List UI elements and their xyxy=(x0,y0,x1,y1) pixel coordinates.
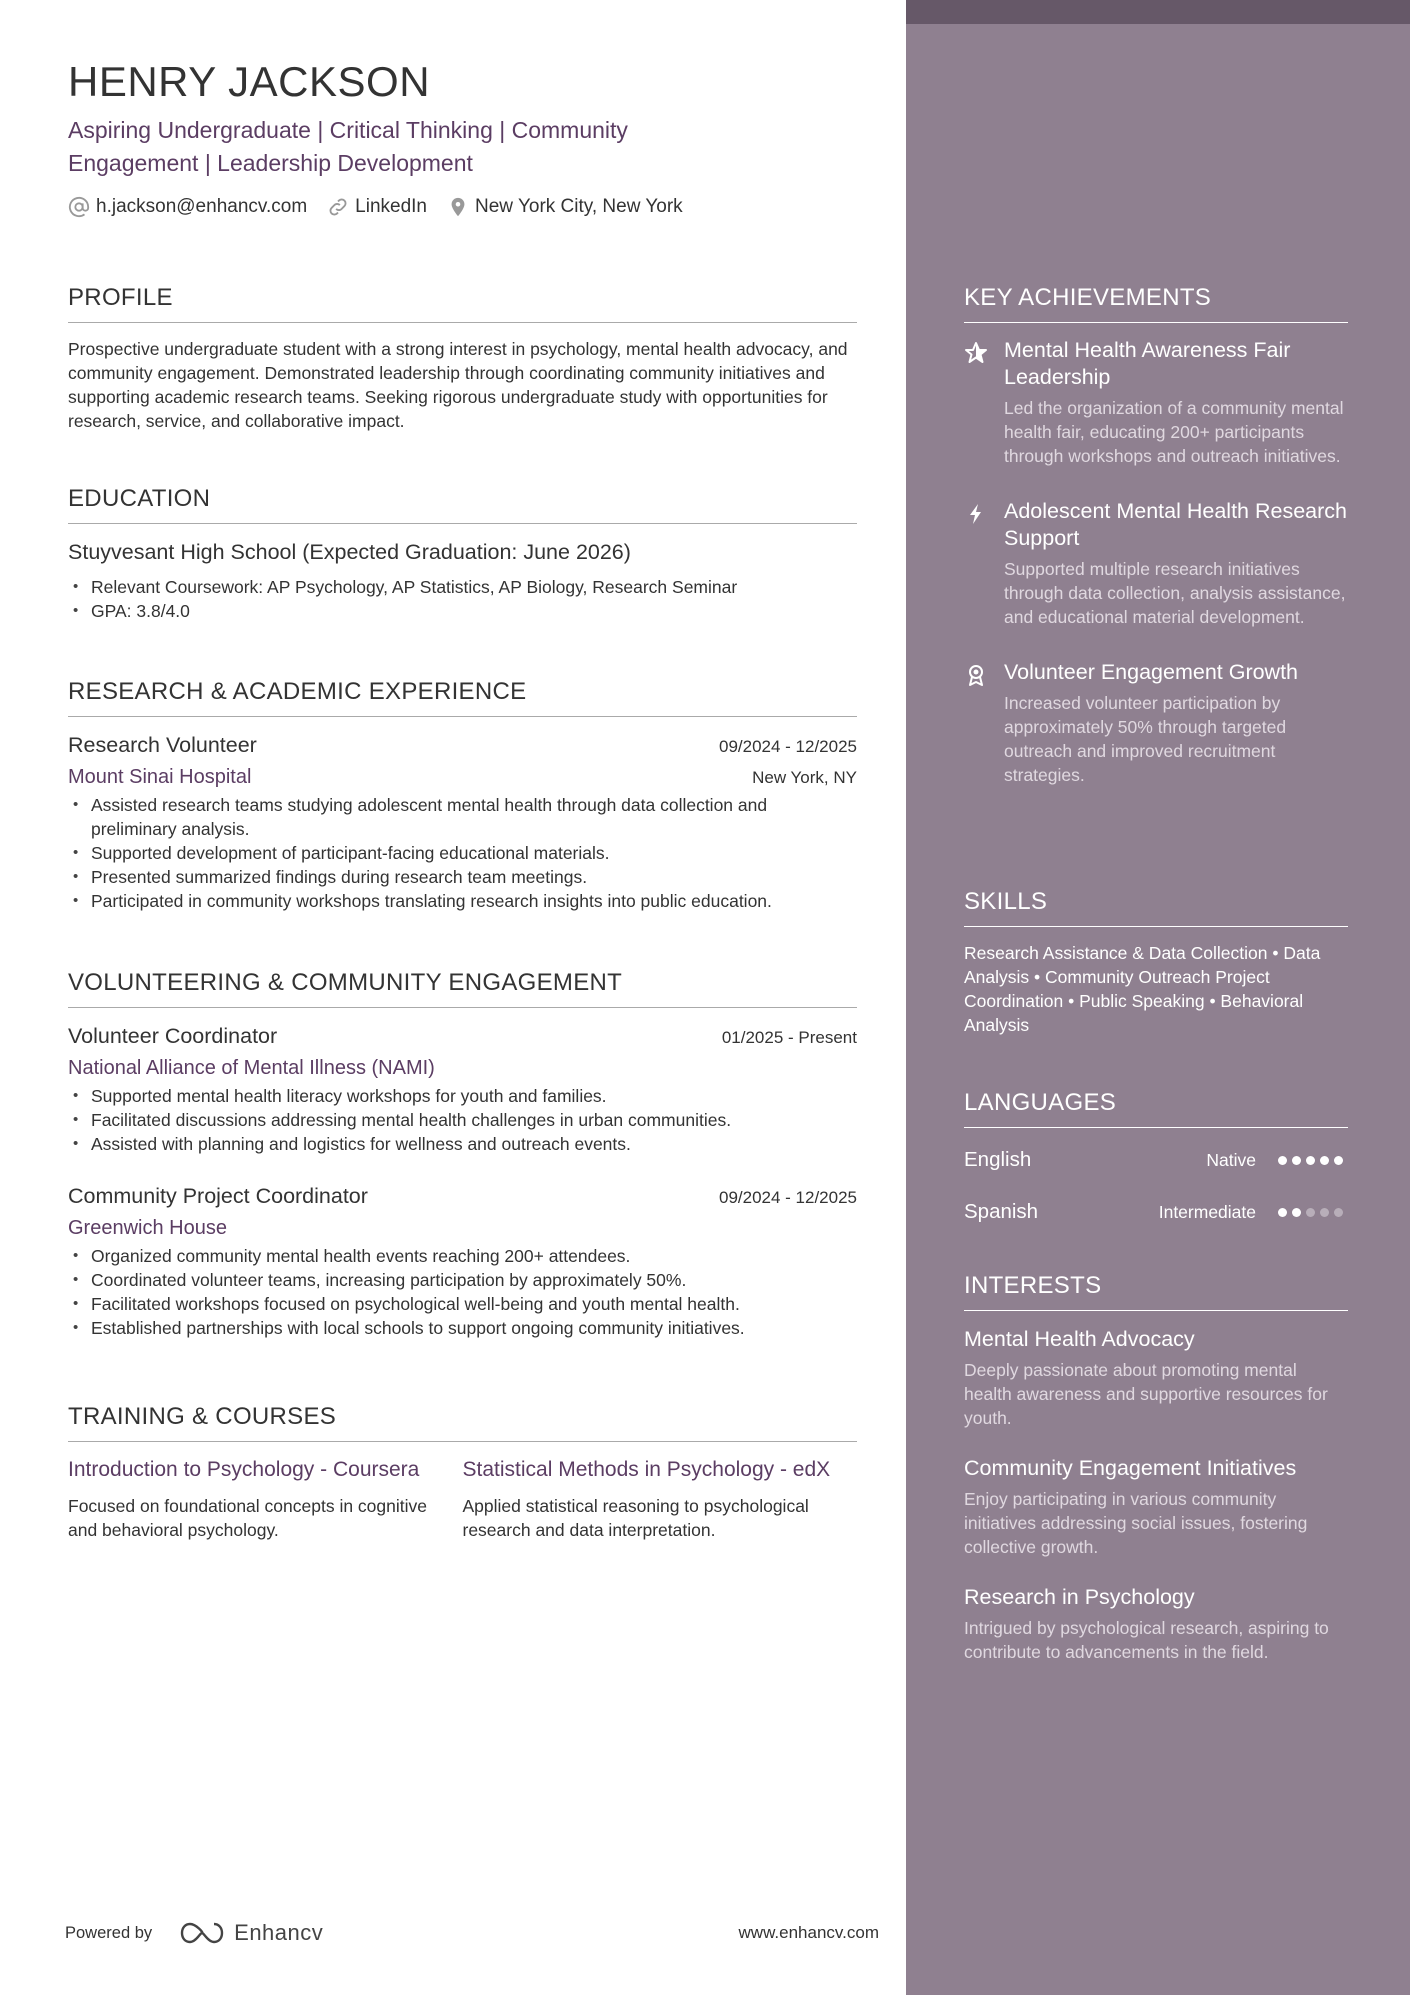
section-title: KEY ACHIEVEMENTS xyxy=(964,284,1348,323)
job-header xyxy=(68,1024,857,1049)
section-title: PROFILE xyxy=(68,284,857,323)
language-level: Intermediate xyxy=(1158,1201,1256,1222)
skills-section xyxy=(964,888,1348,1037)
list-item: • Organized community mental health events reaching 200+ attendees. xyxy=(68,1244,857,1268)
location-text: New York City, New York xyxy=(475,196,683,217)
rating-dot-filled xyxy=(1334,1156,1343,1165)
rating-dot-filled xyxy=(1292,1156,1301,1165)
link-icon xyxy=(327,196,349,218)
job-bullets xyxy=(68,1244,857,1340)
job-header xyxy=(68,1184,857,1209)
language-name: English xyxy=(964,1148,1032,1171)
language-row xyxy=(964,1186,1348,1238)
achievement-item xyxy=(964,498,1348,629)
course-desc: Applied statistical reasoning to psychological research and data interpretation. xyxy=(462,1496,809,1540)
language-row xyxy=(964,1134,1348,1186)
achievement-desc: Supported multiple research initiatives through data collection, analysis assistance, and educational material development. xyxy=(1004,559,1346,627)
list-item: • GPA: 3.8/4.0 xyxy=(68,599,857,623)
interest-desc: Deeply passionate about promoting mental health awareness and supportive resources for youth. xyxy=(964,1360,1328,1428)
job-role: Community Project Coordinator xyxy=(68,1184,368,1208)
list-item: • Assisted research teams studying adolescent mental health through data collection and preliminary analysis. xyxy=(68,793,857,841)
candidate-tagline: Aspiring Undergraduate | Critical Thinking | Community Engagement | Leadership Development xyxy=(68,117,628,176)
list-item: • Facilitated workshops focused on psychological well-being and youth mental health. xyxy=(68,1292,857,1316)
rating-dot-filled xyxy=(1320,1156,1329,1165)
profile-section xyxy=(68,284,857,433)
course-item xyxy=(463,1456,858,1542)
infinity-logo-icon xyxy=(178,1920,226,1946)
section-title: TRAINING & COURSES xyxy=(68,1403,857,1442)
achievement-title: Mental Health Awareness Fair Leadership xyxy=(1004,338,1291,389)
job-bullets xyxy=(68,1084,857,1156)
language-name: Spanish xyxy=(964,1200,1039,1223)
footer xyxy=(65,1920,879,1946)
course-title: Statistical Methods in Psychology - edX xyxy=(462,1458,831,1481)
research-section xyxy=(68,678,857,913)
achievement-title: Volunteer Engagement Growth xyxy=(1004,660,1299,684)
training-section xyxy=(68,1403,857,1542)
course-title: Introduction to Psychology - Coursera xyxy=(68,1458,420,1481)
languages-section xyxy=(964,1089,1348,1238)
education-bullets xyxy=(68,575,857,623)
footer-url[interactable]: www.enhancv.com xyxy=(738,1923,879,1942)
interest-title: Community Engagement Initiatives xyxy=(964,1456,1297,1480)
job-org: Greenwich House xyxy=(68,1217,227,1239)
list-item: • Assisted with planning and logistics for wellness and outreach events. xyxy=(68,1132,857,1156)
achievement-desc: Increased volunteer participation by approximately 50% through targeted outreach and improved recruitment strategies. xyxy=(1004,693,1287,785)
language-rating xyxy=(1278,1156,1348,1165)
sidebar-top-band xyxy=(906,0,1410,24)
skills-list: Research Assistance & Data Collection • Data Analysis • Community Outreach Project Coordination • Public Speaking • Behavioral Analysis xyxy=(964,943,1321,1035)
rating-dot-filled xyxy=(1278,1208,1287,1217)
list-item: • Facilitated discussions addressing mental health challenges in urban communities. xyxy=(68,1108,857,1132)
courses-grid xyxy=(68,1456,857,1542)
interest-title: Research in Psychology xyxy=(964,1585,1195,1609)
achievement-title: Adolescent Mental Health Research Support xyxy=(1004,499,1347,550)
rating-dot-filled xyxy=(1278,1156,1287,1165)
sidebar xyxy=(906,0,1410,1995)
list-item: • Relevant Coursework: AP Psychology, AP Statistics, AP Biology, Research Seminar xyxy=(68,575,857,599)
list-item: • Established partnerships with local schools to support ongoing community initiatives. xyxy=(68,1316,857,1340)
email-text: h.jackson@enhancv.com xyxy=(96,196,308,217)
job-bullets xyxy=(68,793,857,913)
contact-email[interactable] xyxy=(68,196,307,218)
section-title: EDUCATION xyxy=(68,485,857,524)
job-location: New York, NY xyxy=(752,768,857,787)
language-rating xyxy=(1278,1208,1348,1217)
rating-dot-empty xyxy=(1306,1208,1315,1217)
rating-dot-empty xyxy=(1320,1208,1329,1217)
interest-desc: Intrigued by psychological research, aspiring to contribute to advancements in the field. xyxy=(964,1618,1329,1662)
contact-bar xyxy=(68,196,703,218)
section-title: RESEARCH & ACADEMIC EXPERIENCE xyxy=(68,678,857,717)
section-title: LANGUAGES xyxy=(964,1089,1348,1128)
rating-dot-filled xyxy=(1306,1156,1315,1165)
job-role: Research Volunteer xyxy=(68,733,257,757)
brand-name: Enhancv xyxy=(234,1920,324,1945)
job-role: Volunteer Coordinator xyxy=(68,1024,278,1048)
rating-dot-filled xyxy=(1292,1208,1301,1217)
achievement-item xyxy=(964,337,1348,468)
contact-location xyxy=(447,196,683,218)
list-item: • Participated in community workshops translating research insights into public education. xyxy=(68,889,857,913)
location-pin-icon xyxy=(447,196,469,218)
section-title: INTERESTS xyxy=(964,1272,1348,1311)
achievement-item xyxy=(964,659,1348,787)
list-item: • Supported development of participant-facing educational materials. xyxy=(68,841,857,865)
rating-dot-empty xyxy=(1334,1208,1343,1217)
award-icon xyxy=(964,663,988,687)
powered-by-label: Powered by xyxy=(65,1923,153,1942)
section-title: VOLUNTEERING & COMMUNITY ENGAGEMENT xyxy=(68,969,857,1008)
volunteering-section xyxy=(68,969,857,1340)
course-item xyxy=(68,1456,463,1542)
job-org: National Alliance of Mental Illness (NAMI) xyxy=(68,1057,435,1079)
interest-title: Mental Health Advocacy xyxy=(964,1327,1195,1351)
job-header xyxy=(68,733,857,758)
interest-desc: Enjoy participating in various community initiatives addressing social issues, fostering collective growth. xyxy=(964,1489,1308,1557)
lightning-icon xyxy=(964,502,988,526)
profile-summary: Prospective undergraduate student with a strong interest in psychology, mental health advocacy, and community engagement. Demonstrated leadership through coordinating community initiatives and supporting academic research teams. Seeking rigorous undergraduate study with opportunities for research, service, and collaborative impact. xyxy=(68,339,848,431)
brand-logo[interactable] xyxy=(178,1920,323,1946)
course-desc: Focused on foundational concepts in cognitive and behavioral psychology. xyxy=(68,1496,427,1540)
at-icon xyxy=(68,196,90,218)
education-section xyxy=(68,485,857,623)
list-item: • Supported mental health literacy workshops for youth and families. xyxy=(68,1084,857,1108)
section-title: SKILLS xyxy=(964,888,1348,927)
job-org-row xyxy=(68,766,857,789)
language-level: Native xyxy=(1206,1149,1256,1170)
job-org: Mount Sinai Hospital xyxy=(68,766,252,788)
achievements-section xyxy=(964,284,1348,787)
list-item: • Coordinated volunteer teams, increasing participation by approximately 50%. xyxy=(68,1268,857,1292)
list-item: • Presented summarized findings during research team meetings. xyxy=(68,865,857,889)
contact-linkedin[interactable] xyxy=(327,196,427,218)
school-name: Stuyvesant High School (Expected Graduation: June 2026) xyxy=(68,540,631,564)
star-icon xyxy=(964,341,988,365)
job-dates: 09/2024 - 12/2025 xyxy=(718,1188,857,1207)
interests-section xyxy=(964,1272,1348,1664)
achievement-desc: Led the organization of a community mental health fair, educating 200+ participants through workshops and outreach initiatives. xyxy=(1004,398,1344,466)
candidate-name: HENRY JACKSON xyxy=(68,58,431,105)
job-dates: 09/2024 - 12/2025 xyxy=(718,737,857,756)
job-dates: 01/2025 - Present xyxy=(721,1028,857,1047)
linkedin-text: LinkedIn xyxy=(355,196,427,217)
